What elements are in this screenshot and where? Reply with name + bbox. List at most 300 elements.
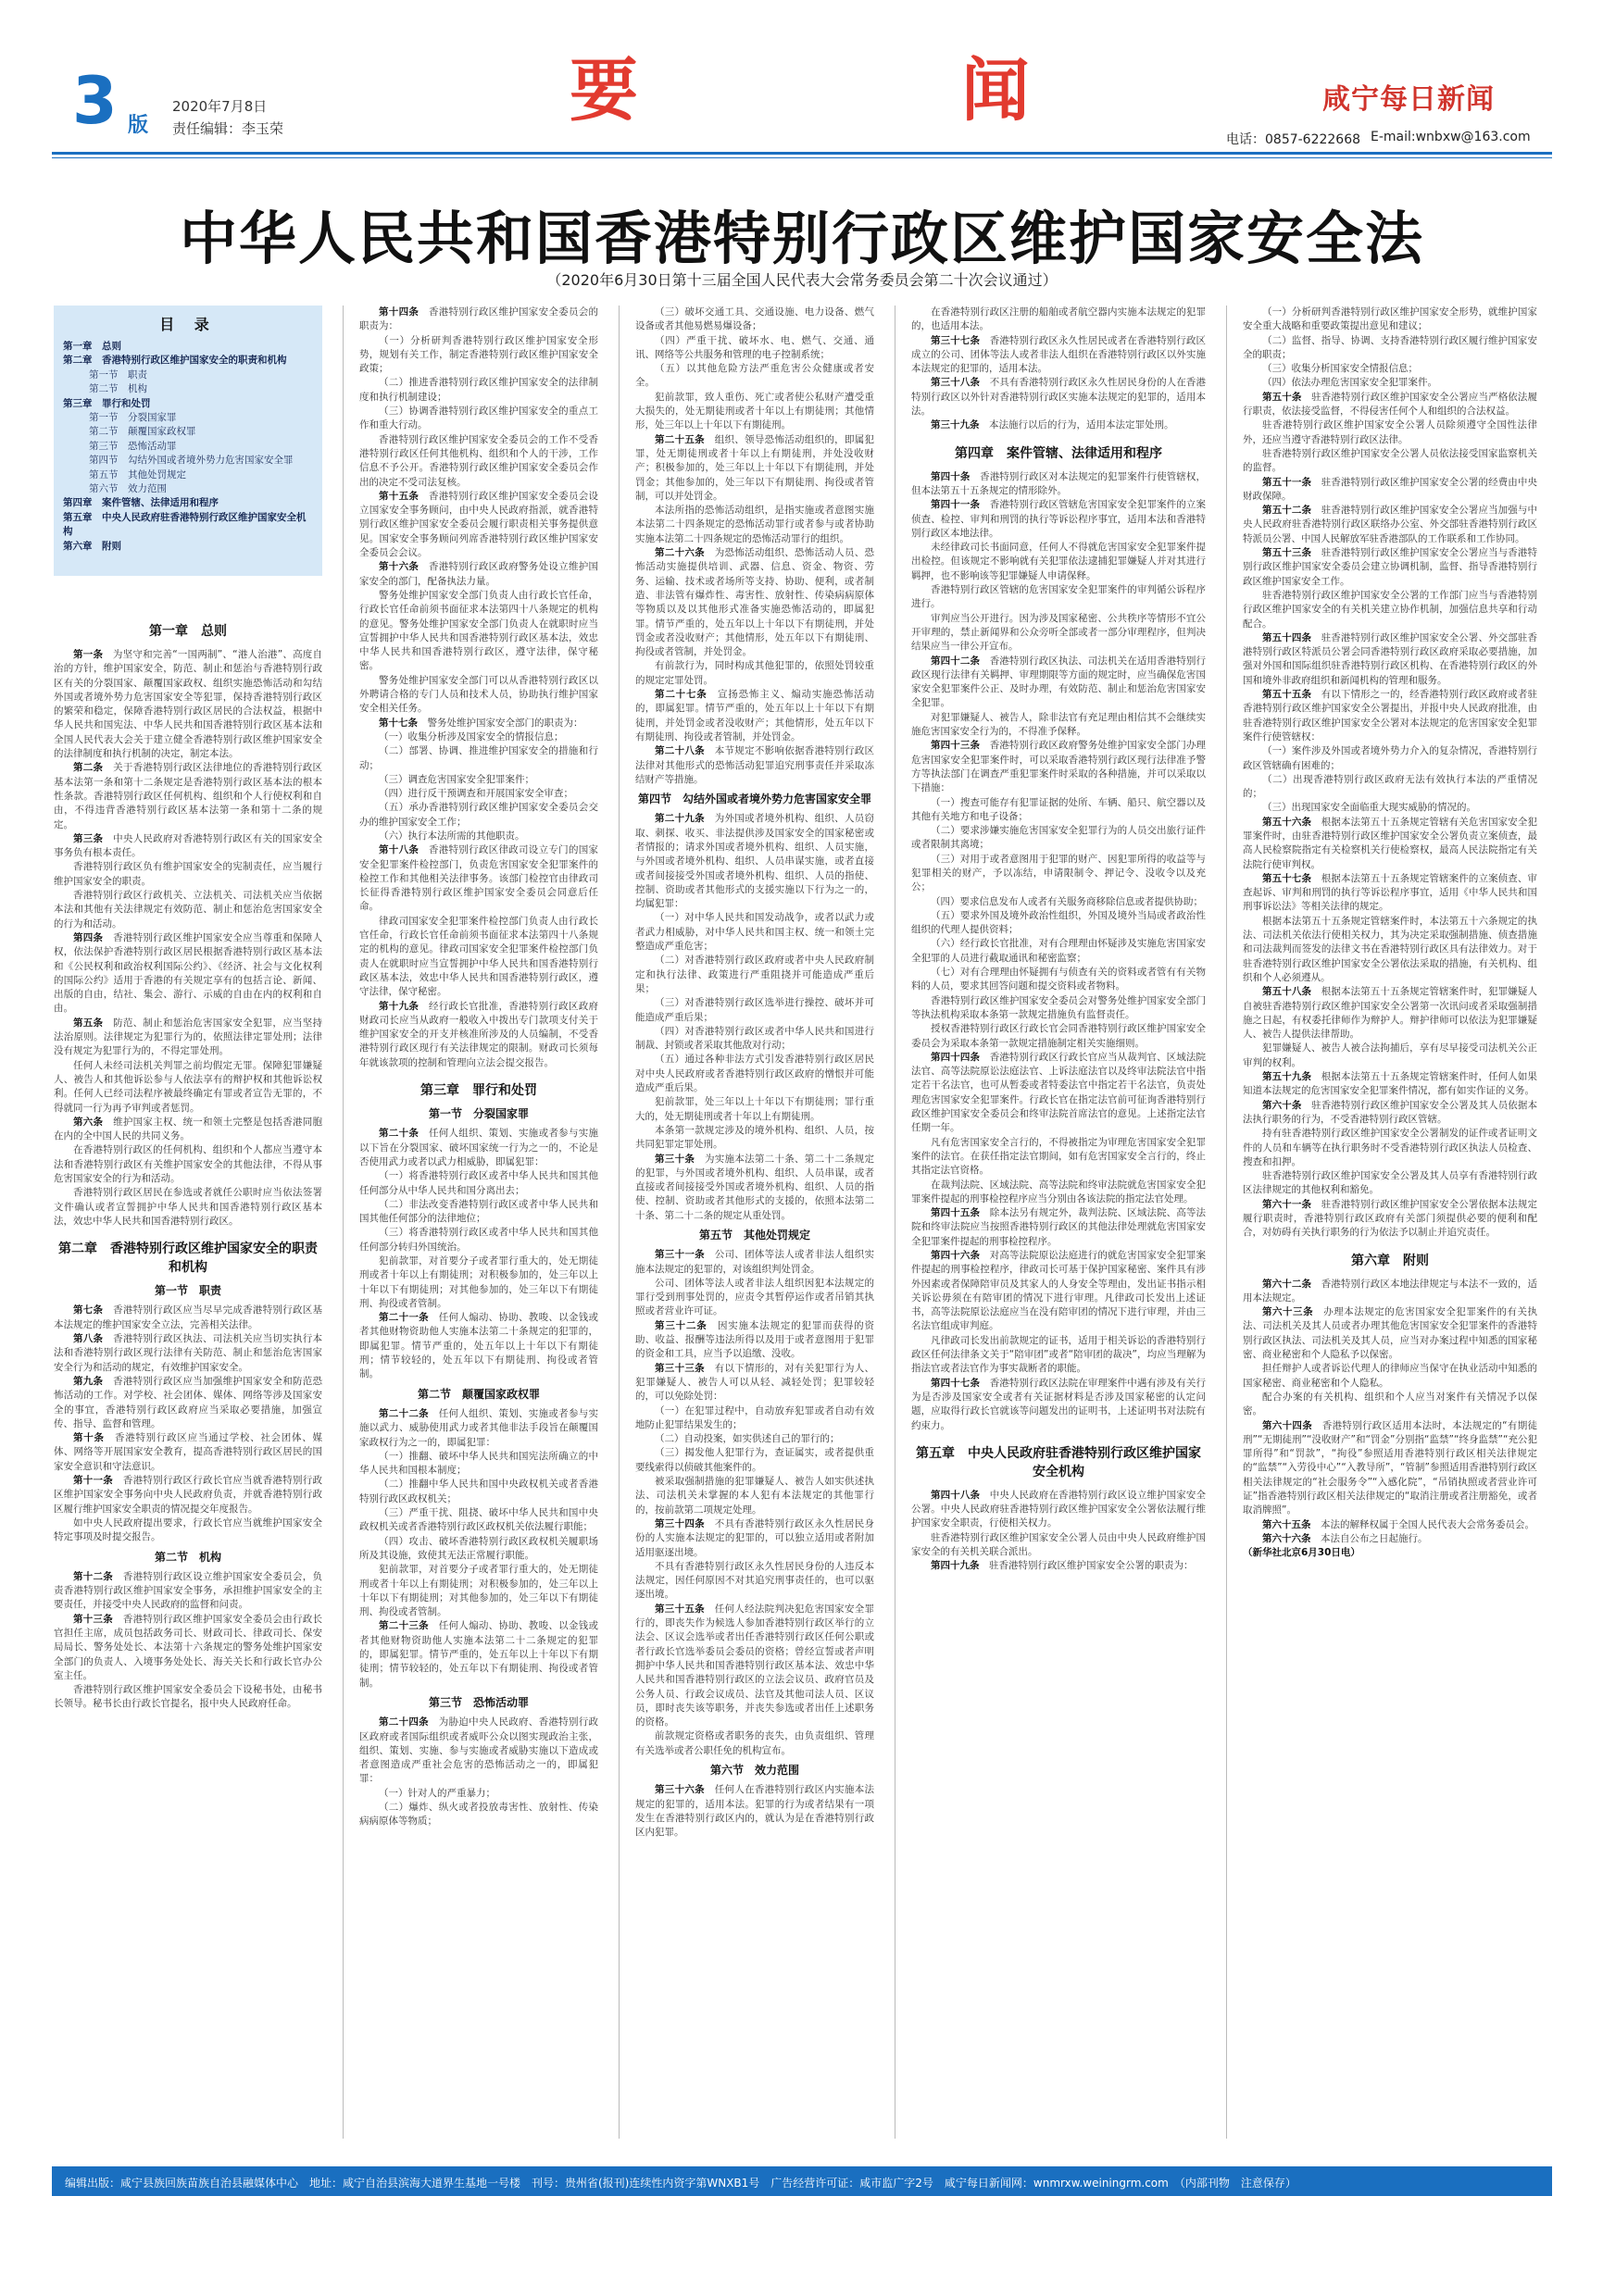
article-text: 犯前款罪，对首要分子或者罪行重大的，处无期徒刑或者十年以上有期徒刑；对积极参加的，处三年以上十年以下有期徒刑；对其他参加的，处三年以下有期徒刑、拘役或者管制。 bbox=[359, 1255, 598, 1309]
article-number: 第四十五条 bbox=[931, 1207, 981, 1219]
article-number: 第五条 bbox=[73, 1017, 104, 1029]
article-text: 香港特别行政区维护国家安全委员会的职责为： bbox=[359, 306, 598, 332]
article-text: 凡律政司长发出前款规定的证书，适用于相关诉讼的香港特别行政区任何法律条文关于“陪审团”或者“陪审团的裁决”，均应当理解为指法官或者法官作为事实裁断者的职能。 bbox=[911, 1334, 1206, 1375]
article-paragraph bbox=[359, 1478, 598, 1506]
article-paragraph bbox=[635, 1248, 874, 1277]
article-text: 根据本法第五十五条规定管辖案件时，任何人如果知道本法规定的危害国家安全犯罪案件情况，都有如实作证的义务。 bbox=[1243, 1071, 1537, 1097]
article-text: 香港特别行政区执法、司法机关应当切实执行本法和香港特别行政区现行法律有关防范、制止和惩治危害国家安全行为和活动的规定，有效维护国家安全。 bbox=[54, 1333, 322, 1373]
section-heading: 第五节 其他处罚规定 bbox=[698, 1229, 810, 1242]
article-paragraph bbox=[911, 1531, 1206, 1560]
article-text: （三）严重干扰、阻挠、破坏中华人民共和国中央政权机关或者香港特别行政区政权机关依法履行职能； bbox=[359, 1507, 598, 1533]
article-paragraph bbox=[359, 1226, 598, 1254]
article-paragraph bbox=[1243, 1127, 1537, 1169]
article-number: 第十五条 bbox=[379, 490, 420, 502]
article-number: 第二十条 bbox=[379, 1128, 420, 1140]
column-divider bbox=[619, 306, 620, 2139]
masthead-rule-thin bbox=[52, 157, 1552, 158]
article-paragraph bbox=[635, 306, 874, 334]
article-text: 驻香港特别行政区维护国家安全公署的职责为： bbox=[989, 1560, 1194, 1572]
article-paragraph bbox=[1243, 546, 1537, 589]
toc-item: 第四节 勾结外国或者境外势力危害国家安全罪 bbox=[89, 455, 294, 467]
article-number: 第二十一条 bbox=[379, 1312, 429, 1324]
article-text: 驻香港特别行政区维护国家安全公署、外交部驻香港特别行政区特派员公署会同香港特别行政区政府采取必要措施，加强对外国和国际组织驻香港特别行政区机构、在香港特别行政区的外国和境外非政府组织和新闻机构的管理和服务。 bbox=[1243, 631, 1537, 686]
article-text: （七）对有合理理由怀疑拥有与侦查有关的资料或者管有有关物料的人员，要求其回答问题和提交资料或者物料。 bbox=[911, 967, 1206, 992]
article-text: 有以下情形之一的，经香港特别行政区政府或者驻香港特别行政区维护国家安全公署提出，并报中央人民政府批准，由驻香港特别行政区维护国家安全公署对本法规定的危害国家安全犯罪案件行使管辖权： bbox=[1243, 689, 1537, 742]
toc-item: 第五节 其他处罚规定 bbox=[89, 468, 186, 480]
contact-phone: 电话：0857-6222668 bbox=[1226, 132, 1361, 147]
article-paragraph bbox=[635, 744, 874, 787]
toc-list bbox=[54, 340, 322, 554]
article-paragraph bbox=[54, 832, 322, 861]
article-number: 第三十八条 bbox=[931, 377, 981, 389]
article-text: 驻香港特别行政区维护国家安全公署的工作部门应当与香港特别行政区维护国家安全的有关机关建立协作机制，加强信息共享和行动配合。 bbox=[1243, 589, 1537, 630]
article-text: 经行政长官批准，香港特别行政区政府财政司长应当从政府一般收入中拨出专门款项支付关于维护国家安全的开支并核准所涉及的人员编制，不受香港特别行政区现行有关法律规定的限制。财政司长须每年就该款项的控制和管理向立法会提交报告。 bbox=[359, 1000, 598, 1068]
article-number: 第三十五条 bbox=[655, 1603, 705, 1615]
article-number: 第四十八条 bbox=[931, 1489, 981, 1501]
article-paragraph bbox=[1243, 504, 1537, 546]
article-paragraph bbox=[911, 612, 1206, 655]
article-text: 关于香港特别行政区法律地位的香港特别行政区基本法第一条和第十二条规定是香港特别行政区基本法的根本性条款。香港特别行政区任何机构、组织和个人行使权利和自由，不得违背香港特别行政区基本法第一条和第十二条的规定。 bbox=[54, 762, 322, 830]
chapter-heading: 第一章 总则 bbox=[149, 624, 227, 639]
article-column-4 bbox=[911, 306, 1206, 1574]
article-number: 第八条 bbox=[73, 1333, 104, 1345]
article-text: （一）对中华人民共和国发动战争，或者以武力或者武力相威胁，对中华人民共和国主权、统一和领土完整造成严重危害； bbox=[635, 912, 874, 953]
toc-item: 第一章 总则 bbox=[63, 341, 121, 352]
article-text: 犯罪嫌疑人、被告人被合法拘捕后，享有尽早接受司法机关公正审判的权利。 bbox=[1243, 1042, 1537, 1068]
toc-item: 第六章 附则 bbox=[63, 540, 121, 552]
article-paragraph bbox=[1243, 476, 1537, 505]
article-paragraph bbox=[911, 796, 1206, 825]
article-text: 本法施行以后的行为，适用本法定罪处刑。 bbox=[989, 419, 1174, 431]
article-number: 第四十四条 bbox=[931, 1051, 981, 1063]
article-number: 第五十七条 bbox=[1262, 872, 1312, 884]
article-number: 第二十六条 bbox=[655, 547, 705, 559]
article-text: 为外国或者境外机构、组织、人员窃取、刺探、收买、非法提供涉及国家安全的国家秘密或者情报的；请求外国或者境外机构、组织、人员实施，与外国或者境外机构、组织、人员串谋实施，或者直接或者间接接受外国或者境外机构、组织、人员的指使、控制、资助或者其他形式的支援实施以下行为之一的，均属犯罪： bbox=[635, 813, 874, 910]
article-number: 第四条 bbox=[73, 931, 104, 943]
newspaper-brand-logo: 咸宁每日新闻 bbox=[1322, 83, 1495, 116]
article-paragraph bbox=[359, 801, 598, 830]
article-number: 第五十二条 bbox=[1262, 505, 1312, 517]
article-paragraph bbox=[359, 433, 598, 490]
article-text: 警务处维护国家安全部门的职责为： bbox=[427, 717, 583, 729]
article-paragraph bbox=[911, 655, 1206, 711]
section-heading: 第二节 机构 bbox=[154, 1550, 221, 1564]
article-text: 持有驻香港特别行政区维护国家安全公署制发的证件或者证明文件的人员和车辆等在执行职务时不受香港特别行政区执法人员检查、搜查和扣押。 bbox=[1243, 1128, 1537, 1167]
toc-item: 第六节 效力范围 bbox=[89, 483, 167, 495]
article-number: 第五十一条 bbox=[1262, 476, 1312, 488]
article-text: 香港特别行政区设立维护国家安全委员会，负责香港特别行政区维护国家安全事务，承担维护国家安全的主要责任，并接受中央人民政府的监督和问责。 bbox=[54, 1570, 322, 1611]
article-number: 第十七条 bbox=[379, 717, 418, 729]
article-text: 驻香港特别行政区维护国家安全公署及其人员依据本法执行职务的行为，不受香港特别行政区管辖。 bbox=[1243, 1099, 1537, 1125]
article-paragraph bbox=[54, 1186, 322, 1229]
article-paragraph bbox=[359, 1450, 598, 1479]
article-number: 第四十条 bbox=[931, 470, 971, 482]
toc-title: 目 录 bbox=[159, 316, 217, 333]
article-paragraph bbox=[911, 541, 1206, 583]
toc-item: 第三节 恐怖活动罪 bbox=[89, 440, 177, 452]
article-number: 第六十三条 bbox=[1262, 1306, 1314, 1318]
article-paragraph bbox=[911, 853, 1206, 895]
article-column-5 bbox=[1243, 306, 1537, 1561]
article-text: （三）破坏交通工具、交通设施、电力设备、燃气设备或者其他易燃易爆设备； bbox=[635, 306, 874, 332]
article-paragraph bbox=[635, 1153, 874, 1223]
article-paragraph bbox=[359, 334, 598, 377]
toc-item: 第二节 颠覆国家政权罪 bbox=[89, 426, 196, 438]
article-paragraph bbox=[635, 688, 874, 744]
article-number: 第十六条 bbox=[379, 561, 420, 573]
headline: 中华人民共和国香港特别行政区维护国家安全法 bbox=[179, 205, 1424, 272]
article-number: 第二十五条 bbox=[655, 433, 705, 445]
article-number: 第七条 bbox=[73, 1304, 104, 1316]
article-text: （四）对香港特别行政区或者中华人民共和国进行制裁、封锁或者采取其他敌对行动； bbox=[635, 1025, 874, 1052]
article-text: （三）将香港特别行政区或者中华人民共和国其他任何部分转归外国统治。 bbox=[359, 1227, 598, 1253]
article-text: 警务处维护国家安全部门负责人由行政长官任命，行政长官任命前须书面征求本法第四十八条规定的机构的意见。警务处维护国家安全部门负责人在就职时应当宣誓拥护中华人民共和国香港特别行政区基本法，效忠中华人民共和国香港特别行政区，遵守法律，保守秘密。 bbox=[359, 589, 598, 672]
chapter-heading: 第三章 罪行和处罚 bbox=[420, 1083, 537, 1099]
article-paragraph bbox=[911, 739, 1206, 795]
article-column-2 bbox=[359, 306, 598, 1829]
section-title-char-2: 闻 bbox=[961, 51, 1030, 131]
article-paragraph bbox=[635, 1404, 874, 1433]
article-paragraph bbox=[911, 1377, 1206, 1433]
article-paragraph bbox=[1243, 362, 1537, 376]
section-heading: 第四节 勾结外国或者境外势力危害国家安全罪 bbox=[637, 792, 871, 806]
article-number: 第四十一条 bbox=[931, 499, 981, 511]
column-divider bbox=[343, 306, 344, 2139]
article-paragraph bbox=[359, 589, 598, 674]
article-paragraph bbox=[1243, 418, 1537, 447]
article-text: 根据本法第五十五条规定管辖案件时，犯罪嫌疑人自被驻香港特别行政区维护国家安全公署第一次讯问或者采取强制措施之日起，有权委托律师作为辩护人。辩护律师可以依法为犯罪嫌疑人、被告人提供法律帮助。 bbox=[1243, 986, 1537, 1041]
article-paragraph bbox=[1243, 801, 1537, 815]
article-paragraph bbox=[635, 812, 874, 911]
source-credit: （新华社北京6月30日电） bbox=[1243, 1547, 1360, 1559]
chapter-heading: 第四章 案件管辖、法律适用和程序 bbox=[955, 445, 1162, 461]
article-text: 为实施本法第二十条、第二十二条规定的犯罪，与外国或者境外机构、组织、人员串谋，或者直接或者间接接受外国或者境外机构、组织、人员的指使、控制、资助或者其他形式的支援的，依照本法第二十条、第二十二条的规定从重处罚。 bbox=[635, 1153, 874, 1221]
article-number: 第三条 bbox=[73, 832, 104, 844]
article-text: 中央人民政府在香港特别行政区设立维护国家安全公署。中央人民政府驻香港特别行政区维护国家安全公署依法履行维护国家安全职责，行使相关权力。 bbox=[911, 1489, 1206, 1529]
article-text: 公司、团体等法人或者非法人组织因犯本法规定的罪行受到刑事处罚的，应责令其暂停运作或者吊销其执照或者营业许可证。 bbox=[635, 1277, 874, 1317]
article-number: 第二十四条 bbox=[379, 1716, 429, 1728]
article-paragraph bbox=[1243, 1070, 1537, 1099]
article-paragraph bbox=[911, 306, 1206, 334]
toc-item: 第一节 分裂国家罪 bbox=[89, 412, 177, 424]
article-paragraph bbox=[1243, 1169, 1537, 1198]
page-number-suffix: 版 bbox=[128, 114, 149, 137]
article-text: 香港特别行政区行政长官应当就香港特别行政区维护国家安全事务向中央人民政府负责，并就香港特别行政区履行维护国家安全职责的情况提交年度报告。 bbox=[54, 1475, 322, 1515]
article-text: 本节规定不影响依据香港特别行政区法律对其他形式的恐怖活动犯罪追究刑事责任并采取冻结财产等措施。 bbox=[635, 745, 874, 785]
article-text: 为胁迫中央人民政府、香港特别行政区政府或者国际组织或者威吓公众以图实现政治主张，组织、策划、实施、参与实施或者威胁实施以下造成或者意图造成严重社会危害的恐怖活动之一的，即属犯罪： bbox=[359, 1716, 598, 1785]
article-text: （二）推进香港特别行政区维护国家安全的法律制度和执行机制建设； bbox=[359, 377, 598, 403]
article-paragraph bbox=[635, 1560, 874, 1603]
article-text: （一）将香港特别行政区或者中华人民共和国其他任何部分从中华人民共和国分离出去； bbox=[359, 1170, 598, 1196]
article-text: 为坚守和完善“一国两制”、“港人治港”、高度自治的方针，维护国家安全，防范、制止和惩治与香港特别行政区有关的分裂国家、颠覆国家政权、组织实施恐怖活动和勾结外国或者境外势力危害国家安全等犯罪，保持香港特别行政区的繁荣和稳定，保障香港特别行政区居民的合法权益，根据中华人民共和国宪法、中华人民共和国香港特别行政区基本法和全国人民代表大会关于建立健全香港特别行政区维护国家安全的法律制度和执行机制的决定，制定本法。 bbox=[54, 649, 322, 760]
article-paragraph bbox=[359, 1716, 598, 1786]
responsible-editor: 责任编辑：李玉荣 bbox=[172, 120, 284, 137]
article-text: 本条第一款规定涉及的境外机构、组织、人员，按共同犯罪定罪处刑。 bbox=[635, 1124, 874, 1151]
article-text: 香港特别行政区应当尽早完成香港特别行政区基本法规定的维护国家安全立法，完善相关法律。 bbox=[54, 1304, 322, 1330]
article-text: 香港特别行政区维护国家安全委员会的工作不受香港特别行政区任何其他机构、组织和个人的干涉，工作信息不予公开。香港特别行政区维护国家安全委员会作出的决定不受司法复核。 bbox=[359, 433, 598, 488]
article-paragraph bbox=[1243, 773, 1537, 802]
article-text: 香港特别行政区管辖危害国家安全犯罪案件的立案侦查、检控、审判和刑罚的执行等诉讼程序事宜，适用本法和香港特别行政区本地法律。 bbox=[911, 499, 1206, 539]
section-heading: 第一节 职责 bbox=[154, 1284, 221, 1298]
article-paragraph bbox=[911, 1249, 1206, 1334]
chapter-heading: 第六章 附则 bbox=[1351, 1253, 1429, 1268]
article-number: 第四十六条 bbox=[931, 1250, 981, 1261]
article-number: 第十条 bbox=[73, 1432, 105, 1444]
page-number: 3 bbox=[72, 63, 118, 139]
article-paragraph bbox=[911, 334, 1206, 377]
article-paragraph bbox=[635, 1053, 874, 1095]
article-text: 任何人煽动、协助、教唆、以金钱或者其他财物资助他人实施本法第二十二条规定的犯罪的，即属犯罪。情节严重的，处五年以上十年以下有期徒刑；情节较轻的，处五年以下有期徒刑、拘役或者管制。 bbox=[359, 1620, 598, 1689]
article-text: 根据本法第五十五条规定管辖案件的立案侦查、审查起诉、审判和刑罚的执行等诉讼程序事宜，适用《中华人民共和国刑事诉讼法》等相关法律的规定。 bbox=[1243, 872, 1537, 913]
article-text: （二）自动投案，如实供述自己的罪行的； bbox=[655, 1433, 840, 1445]
article-paragraph bbox=[54, 1116, 322, 1144]
article-text: （二）推翻中华人民共和国中央政权机关或者香港特别行政区政权机关； bbox=[359, 1479, 598, 1504]
article-text: （二）监督、指导、协调、支持香港特别行政区履行维护国家安全的职责； bbox=[1243, 334, 1537, 360]
article-paragraph bbox=[1243, 334, 1537, 363]
article-number: 第二十八条 bbox=[655, 745, 705, 757]
article-paragraph bbox=[359, 787, 598, 801]
article-paragraph bbox=[359, 1787, 598, 1801]
article-paragraph bbox=[359, 1000, 598, 1070]
article-paragraph bbox=[635, 1517, 874, 1560]
article-text: 不具有香港特别行政区永久性居民身份的人在香港特别行政区以外针对香港特别行政区实施本法规定的犯罪的，适用本法。 bbox=[911, 377, 1206, 418]
article-number: 第六十五条 bbox=[1262, 1518, 1311, 1530]
article-number: 第三十条 bbox=[655, 1153, 695, 1165]
article-number: 第五十五条 bbox=[1262, 689, 1312, 701]
article-number: 第二十九条 bbox=[655, 813, 705, 825]
article-paragraph bbox=[359, 1801, 598, 1829]
article-text: （四）进行反干预调查和开展国家安全审查； bbox=[379, 788, 573, 800]
article-text: （一）收集分析涉及国家安全的情报信息； bbox=[379, 730, 564, 742]
article-number: 第十八条 bbox=[379, 844, 420, 856]
article-text: 香港特别行政区本地法律规定与本法不一致的，适用本法规定。 bbox=[1243, 1278, 1537, 1304]
article-paragraph bbox=[911, 909, 1206, 938]
article-text: 未经律政司长书面同意，任何人不得就危害国家安全犯罪案件提出检控。但该规定不影响就有关犯罪依法逮捕犯罪嫌疑人并对其进行羁押，也不影响该等犯罪嫌疑人申请保释。 bbox=[911, 542, 1206, 581]
article-number: 第十九条 bbox=[379, 1000, 420, 1012]
article-paragraph bbox=[911, 1136, 1206, 1179]
article-text: 有以下情形的，对有关犯罪行为人、犯罪嫌疑人、被告人可以从轻、减轻处罚；犯罪较轻的，可以免除处罚： bbox=[635, 1362, 874, 1403]
article-paragraph bbox=[911, 470, 1206, 499]
article-number: 第五十八条 bbox=[1262, 986, 1312, 998]
article-paragraph bbox=[635, 1095, 874, 1124]
article-text: 驻香港特别行政区维护国家安全公署人员依法接受国家监察机关的监督。 bbox=[1243, 447, 1537, 474]
article-text: （一）在犯罪过程中，自动放弃犯罪或者自动有效地防止犯罪结果发生的； bbox=[635, 1404, 874, 1430]
article-text: 凡有危害国家安全言行的，不得被指定为审理危害国家安全犯罪案件的法官。在获任指定法官期间，如有危害国家安全言行的，终止其指定法官资格。 bbox=[911, 1136, 1206, 1177]
article-text: （四）要求信息发布人或者有关服务商移除信息或者提供协助； bbox=[931, 895, 1203, 907]
article-text: 香港特别行政区应当加强维护国家安全和防范恐怖活动的工作。对学校、社会团体、媒体、网络等涉及国家安全的事宜，香港特别行政区政府应当采取必要措施，加强宣传、指导、监督和管理。 bbox=[54, 1375, 322, 1429]
article-number: 第六十四条 bbox=[1262, 1419, 1312, 1431]
article-number: 第四十七条 bbox=[931, 1377, 981, 1389]
article-paragraph bbox=[911, 1559, 1206, 1573]
article-paragraph bbox=[54, 1059, 322, 1116]
article-text: 对高等法院原讼法庭进行的就危害国家安全犯罪案件提起的刑事检控程序，律政司长可基于保护国家秘密、案件具有涉外因素或者保障陪审员及其家人的人身安全等理由，发出证书指示相关诉讼毋须在有陪审团的情况下进行审理。凡律政司长发出上述证书，高等法院原讼法庭应当在没有陪审团的情况下进行审理，并由三名法官组成审判庭。 bbox=[911, 1250, 1206, 1332]
article-column-3 bbox=[635, 306, 874, 1840]
article-paragraph bbox=[911, 966, 1206, 994]
article-paragraph bbox=[54, 1304, 322, 1332]
article-paragraph bbox=[635, 1783, 874, 1840]
article-text: 任何人未经司法机关判罪之前均假定无罪。保障犯罪嫌疑人、被告人和其他诉讼参与人依法享有的辩护权和其他诉讼权利。任何人已经司法程序被最终确定有罪或者宣告无罪的，不得就同一行为再予审判或者惩罚。 bbox=[54, 1059, 322, 1114]
article-paragraph bbox=[911, 1022, 1206, 1051]
article-paragraph bbox=[1243, 872, 1537, 915]
article-text: （二）要求涉嫌实施危害国家安全犯罪行为的人员交出旅行证件或者限制其离境； bbox=[911, 825, 1206, 851]
article-paragraph bbox=[54, 761, 322, 831]
article-number: 第三十一条 bbox=[655, 1249, 705, 1261]
article-paragraph bbox=[359, 717, 598, 730]
article-number: 第二条 bbox=[73, 762, 104, 774]
article-text: 香港特别行政区对本法规定的犯罪案件行使管辖权，但本法第五十五条规定的情形除外。 bbox=[911, 470, 1206, 496]
section-heading: 第二节 颠覆国家政权罪 bbox=[417, 1387, 540, 1401]
article-text: （四）依法办理危害国家安全犯罪案件。 bbox=[1262, 377, 1437, 389]
article-text: 在香港特别行政区注册的船舶或者航空器内实施本法规定的犯罪的，也适用本法。 bbox=[911, 306, 1206, 332]
article-text: （三）对香港特别行政区选举进行操控、破坏并可能造成严重后果； bbox=[635, 997, 874, 1023]
article-paragraph bbox=[911, 376, 1206, 418]
article-paragraph bbox=[359, 1563, 598, 1619]
article-text: 驻香港特别行政区维护国家安全公署的经费由中央财政保障。 bbox=[1243, 476, 1537, 502]
article-text: 香港特别行政区政府警务处设立维护国家安全的部门，配备执法力量。 bbox=[359, 561, 598, 587]
article-paragraph bbox=[1243, 1042, 1537, 1070]
article-text: 驻香港特别行政区维护国家安全公署人员除须遵守全国性法律外，还应当遵守香港特别行政区法律。 bbox=[1243, 419, 1537, 445]
article-text: 维护国家主权、统一和领土完整是包括香港同胞在内的全中国人民的共同义务。 bbox=[54, 1116, 322, 1142]
article-number: 第五十九条 bbox=[1262, 1071, 1312, 1083]
article-text: 香港特别行政区维护国家安全应当尊重和保障人权，依法保护香港特别行政区居民根据香港特别行政区基本法和《公民权利和政治权利国际公约》、《经济、社会与文化权利的国际公约》适用于香港的有关规定享有的包括言论、新闻、出版的自由，结社、集会、游行、示威的自由在内的权利和自由。 bbox=[54, 931, 322, 1015]
article-paragraph bbox=[1243, 1099, 1537, 1128]
article-paragraph bbox=[635, 911, 874, 954]
article-text: 授权香港特别行政区行政长官会同香港特别行政区维护国家安全委员会为采取本条第一款规定措施制定相关实施细则。 bbox=[911, 1023, 1206, 1049]
article-text: 犯前款罪，处三年以上十年以下有期徒刑；罪行重大的，处无期徒刑或者十年以上有期徒刑。 bbox=[635, 1096, 874, 1122]
article-paragraph bbox=[359, 1535, 598, 1564]
issue-date: 2020年7月8日 bbox=[172, 98, 268, 115]
article-paragraph bbox=[635, 1446, 874, 1475]
article-paragraph bbox=[54, 1516, 322, 1545]
article-paragraph bbox=[1243, 1278, 1537, 1306]
article-text: 除本法另有规定外，裁判法院、区域法院、高等法院和终审法院应当按照香港特别行政区的其他法律处理就危害国家安全犯罪案件提起的刑事检控程序。 bbox=[911, 1207, 1206, 1247]
article-number: 第三十四条 bbox=[655, 1517, 705, 1529]
article-paragraph bbox=[911, 1489, 1206, 1531]
article-paragraph bbox=[1243, 1532, 1537, 1546]
article-paragraph bbox=[911, 418, 1206, 432]
chapter-heading: 第二章 香港特别行政区维护国家安全的职责和机构 bbox=[58, 1242, 318, 1276]
article-number: 第六十一条 bbox=[1262, 1198, 1312, 1210]
article-text: （五）承办香港特别行政区维护国家安全委员会交办的维护国家安全工作； bbox=[359, 802, 598, 828]
article-paragraph bbox=[359, 773, 598, 787]
headline-subtitle: （2020年6月30日第十三届全国人民代表大会常务委员会第二十次会议通过） bbox=[546, 271, 1058, 289]
article-text: 香港特别行政区负有维护国家安全的宪制责任，应当履行维护国家安全的职责。 bbox=[54, 861, 322, 887]
article-paragraph bbox=[911, 824, 1206, 853]
article-paragraph bbox=[911, 1334, 1206, 1377]
article-paragraph bbox=[54, 1683, 322, 1712]
article-text: 任何人经法院判决犯危害国家安全罪行的，即丧失作为候选人参加香港特别行政区举行的立法会、区议会选举或者出任香港特别行政区任何公职或者行政长官选举委员会委员的资格；曾经宣誓或者声明拥护中华人民共和国香港特别行政区基本法、效忠中华人民共和国香港特别行政区的立法会议员、政府官员及公务人员、行政会议成员、法官及其他司法人员、区议员，即时丧失该等职务，并丧失参选或者出任上述职务的资格。 bbox=[635, 1603, 874, 1728]
masthead-rule bbox=[52, 152, 1552, 155]
article-text: 驻香港特别行政区维护国家安全公署依据本法规定履行职责时，香港特别行政区政府有关部门须提供必要的便利和配合，对妨碍有关执行职务的行为依法予以制止并追究责任。 bbox=[1243, 1198, 1537, 1239]
article-text: 驻香港特别行政区维护国家安全公署及其人员享有香港特别行政区法律规定的其他权利和豁免。 bbox=[1243, 1170, 1537, 1196]
article-text: 犯前款罪，对首要分子或者罪行重大的，处无期徒刑或者十年以上有期徒刑；对积极参加的，处三年以上十年以下有期徒刑；对其他参加的，处三年以下有期徒刑、拘役或者管制。 bbox=[359, 1564, 598, 1618]
article-text: 审判应当公开进行。因为涉及国家秘密、公共秩序等情形不宜公开审理的，禁止新闻界和公众旁听全部或者一部分审理程序，但判决结果应当一律公开宣布。 bbox=[911, 612, 1206, 653]
article-text: （三）调查危害国家安全犯罪案件； bbox=[379, 773, 534, 785]
article-number: 第六十条 bbox=[1262, 1099, 1302, 1111]
article-number: 第五十三条 bbox=[1262, 547, 1312, 559]
article-number: 第十三条 bbox=[73, 1613, 114, 1625]
article-text: 驻香港特别行政区维护国家安全公署应当严格依法履行职责，依法接受监督，不得侵害任何个人和组织的合法权益。 bbox=[1243, 391, 1537, 418]
toc-item: 第三章 罪行和处罚 bbox=[63, 397, 151, 409]
article-paragraph bbox=[635, 546, 874, 659]
article-paragraph bbox=[911, 1179, 1206, 1207]
article-text: （二）对香港特别行政区政府或者中央人民政府制定和执行法律、政策进行严重阻挠并可能造成严重后果； bbox=[635, 955, 874, 994]
article-number: 第二十二条 bbox=[379, 1407, 429, 1419]
article-paragraph bbox=[54, 1375, 322, 1431]
footer-imprint: 编辑出版：咸宁县族回族苗族自治县融媒体中心 地址：咸宁自治县滨海大道界生基地一号楼 刊号：贵州省(报刊)连续性内资字第WNXB1号 广告经营许可证：咸市监广字2号 咸宁每日新闻网：wnmrxw.weiningrm.com （内部刊物 注意保存） bbox=[65, 2177, 1296, 2190]
article-number: 第五十四条 bbox=[1262, 631, 1312, 643]
article-paragraph bbox=[359, 744, 598, 773]
article-number: 第六十二条 bbox=[1262, 1278, 1312, 1290]
article-paragraph bbox=[54, 889, 322, 931]
article-text: 香港特别行政区维护国家安全委员会下设秘书处，由秘书长领导。秘书长由行政长官提名，报中央人民政府任命。 bbox=[54, 1684, 322, 1710]
article-number: 第三十三条 bbox=[655, 1362, 705, 1374]
article-number: 第二十七条 bbox=[655, 689, 708, 701]
article-number: 第一条 bbox=[73, 649, 104, 660]
article-paragraph bbox=[1243, 1305, 1537, 1362]
article-text: （三）收集分析国家安全情报信息； bbox=[1262, 363, 1418, 375]
article-text: （六）经行政长官批准，对有合理理由怀疑涉及实施危害国家安全犯罪的人员进行截取通讯和秘密监察； bbox=[911, 938, 1206, 964]
article-paragraph bbox=[1243, 589, 1537, 631]
article-text: 不具有香港特别行政区永久性居民身份的人违反本法规定，因任何原因不对其追究刑事责任的，也可以驱逐出境。 bbox=[635, 1560, 874, 1601]
article-number: 第三十二条 bbox=[655, 1319, 708, 1331]
article-paragraph bbox=[54, 1143, 322, 1186]
article-text: 在香港特别行政区的任何机构、组织和个人都应当遵守本法和香港特别行政区有关维护国家安全的其他法律，不得从事危害国家安全的行为和活动。 bbox=[54, 1144, 322, 1184]
article-paragraph bbox=[1243, 744, 1537, 773]
article-paragraph bbox=[359, 560, 598, 589]
article-text: 组织、领导恐怖活动组织的，即属犯罪，处无期徒刑或者十年以上有期徒刑，并处没收财产；积极参加的，处三年以上十年以下有期徒刑，并处罚金；其他参加的，处三年以下有期徒刑、拘役或者管制，可以并处罚金。 bbox=[635, 433, 874, 502]
article-text: 任何人在香港特别行政区内实施本法规定的犯罪的，适用本法。犯罪的行为或者结果有一项发生在香港特别行政区内的，就认为是在香港特别行政区内犯罪。 bbox=[635, 1784, 874, 1839]
article-paragraph bbox=[54, 931, 322, 1017]
article-number: 第十四条 bbox=[379, 306, 420, 318]
article-paragraph bbox=[1243, 915, 1537, 985]
article-text: 任何人组织、策划、实施或者参与实施以下旨在分裂国家、破坏国家统一行为之一的，不论是否使用武力或者以武力相威胁，即属犯罪： bbox=[359, 1128, 598, 1167]
article-paragraph bbox=[635, 391, 874, 433]
article-text: （三）出现国家安全面临重大现实威胁的情况的。 bbox=[1262, 802, 1476, 814]
article-text: 香港特别行政区执法、司法机关在适用香港特别行政区现行法律有关羁押、审理期限等方面的规定时，应当确保危害国家安全犯罪案件公正、及时办理，有效防范、制止和惩治危害国家安全犯罪。 bbox=[911, 655, 1206, 709]
article-paragraph bbox=[1243, 985, 1537, 1042]
column-divider bbox=[1226, 306, 1227, 2139]
article-paragraph bbox=[911, 1206, 1206, 1249]
article-paragraph bbox=[359, 376, 598, 405]
article-paragraph bbox=[359, 1407, 598, 1450]
article-paragraph bbox=[359, 674, 598, 717]
article-text: （二）爆炸、纵火或者投放毒害性、放射性、传染病病原体等物质； bbox=[359, 1801, 598, 1828]
article-text: （五）要求外国及境外政治性组织，外国及境外当局或者政治性组织的代理人提供资料； bbox=[911, 909, 1206, 936]
article-number: 第六条 bbox=[73, 1116, 104, 1128]
article-text: 犯前款罪，致人重伤、死亡或者使公私财产遭受重大损失的，处无期徒刑或者十年以上有期徒刑；其他情形，处三年以上十年以下有期徒刑。 bbox=[635, 391, 874, 431]
article-text: （一）推翻、破坏中华人民共和国宪法所确立的中华人民共和国根本制度； bbox=[359, 1450, 598, 1477]
table-of-contents bbox=[54, 306, 322, 576]
article-paragraph bbox=[54, 1613, 322, 1683]
article-text: 任何人组织、策划、实施或者参与实施以武力、威胁使用武力或者其他非法手段旨在颠覆国家政权行为之一的，即属犯罪： bbox=[359, 1407, 598, 1448]
section-heading: 第三节 恐怖活动罪 bbox=[428, 1695, 529, 1709]
article-text: （二）出现香港特别行政区政府无法有效执行本法的严重情况的； bbox=[1243, 773, 1537, 800]
article-paragraph bbox=[911, 895, 1206, 909]
article-text: 被采取强制措施的犯罪嫌疑人、被告人如实供述执法、司法机关未掌握的本人犯有本法规定的其他罪行的，按前款第二项规定处理。 bbox=[635, 1476, 874, 1516]
article-text: 为恐怖活动组织、恐怖活动人员、恐怖活动实施提供培训、武器、信息、资金、物资、劳务、运输、技术或者场所等支持、协助、便利，或者制造、非法管有爆炸性、毒害性、放射性、传染病病原体等物质以及以其他形式准备实施恐怖活动的，即属犯罪。情节严重的，处五年以上十年以下有期徒刑，并处罚金或者没收财产；其他情形，处五年以下有期徒刑、拘役或者管制，并处罚金。 bbox=[635, 547, 874, 658]
article-paragraph bbox=[1243, 688, 1537, 744]
contact-email: E-mail:wnbxw@163.com bbox=[1371, 130, 1531, 144]
article-paragraph bbox=[54, 1474, 322, 1516]
article-text: （二）非法改变香港特别行政区或者中华人民共和国其他任何部分的法律地位； bbox=[359, 1198, 598, 1225]
article-paragraph bbox=[635, 1729, 874, 1758]
article-column-1 bbox=[54, 611, 322, 1712]
article-text: 宣扬恐怖主义、煽动实施恐怖活动的，即属犯罪。情节严重的，处五年以上十年以下有期徒刑，并处罚金或者没收财产；其他情形，处五年以下有期徒刑、拘役或者管制，并处罚金。 bbox=[635, 689, 874, 742]
article-number: 第四十三条 bbox=[931, 740, 981, 752]
article-text: 对犯罪嫌疑人、被告人，除非法官有充足理由相信其不会继续实施危害国家安全行为的，不得准予保释。 bbox=[911, 711, 1206, 738]
chapter-heading: 第五章 中央人民政府驻香港特别行政区维护国家安全机构 bbox=[916, 1445, 1201, 1479]
